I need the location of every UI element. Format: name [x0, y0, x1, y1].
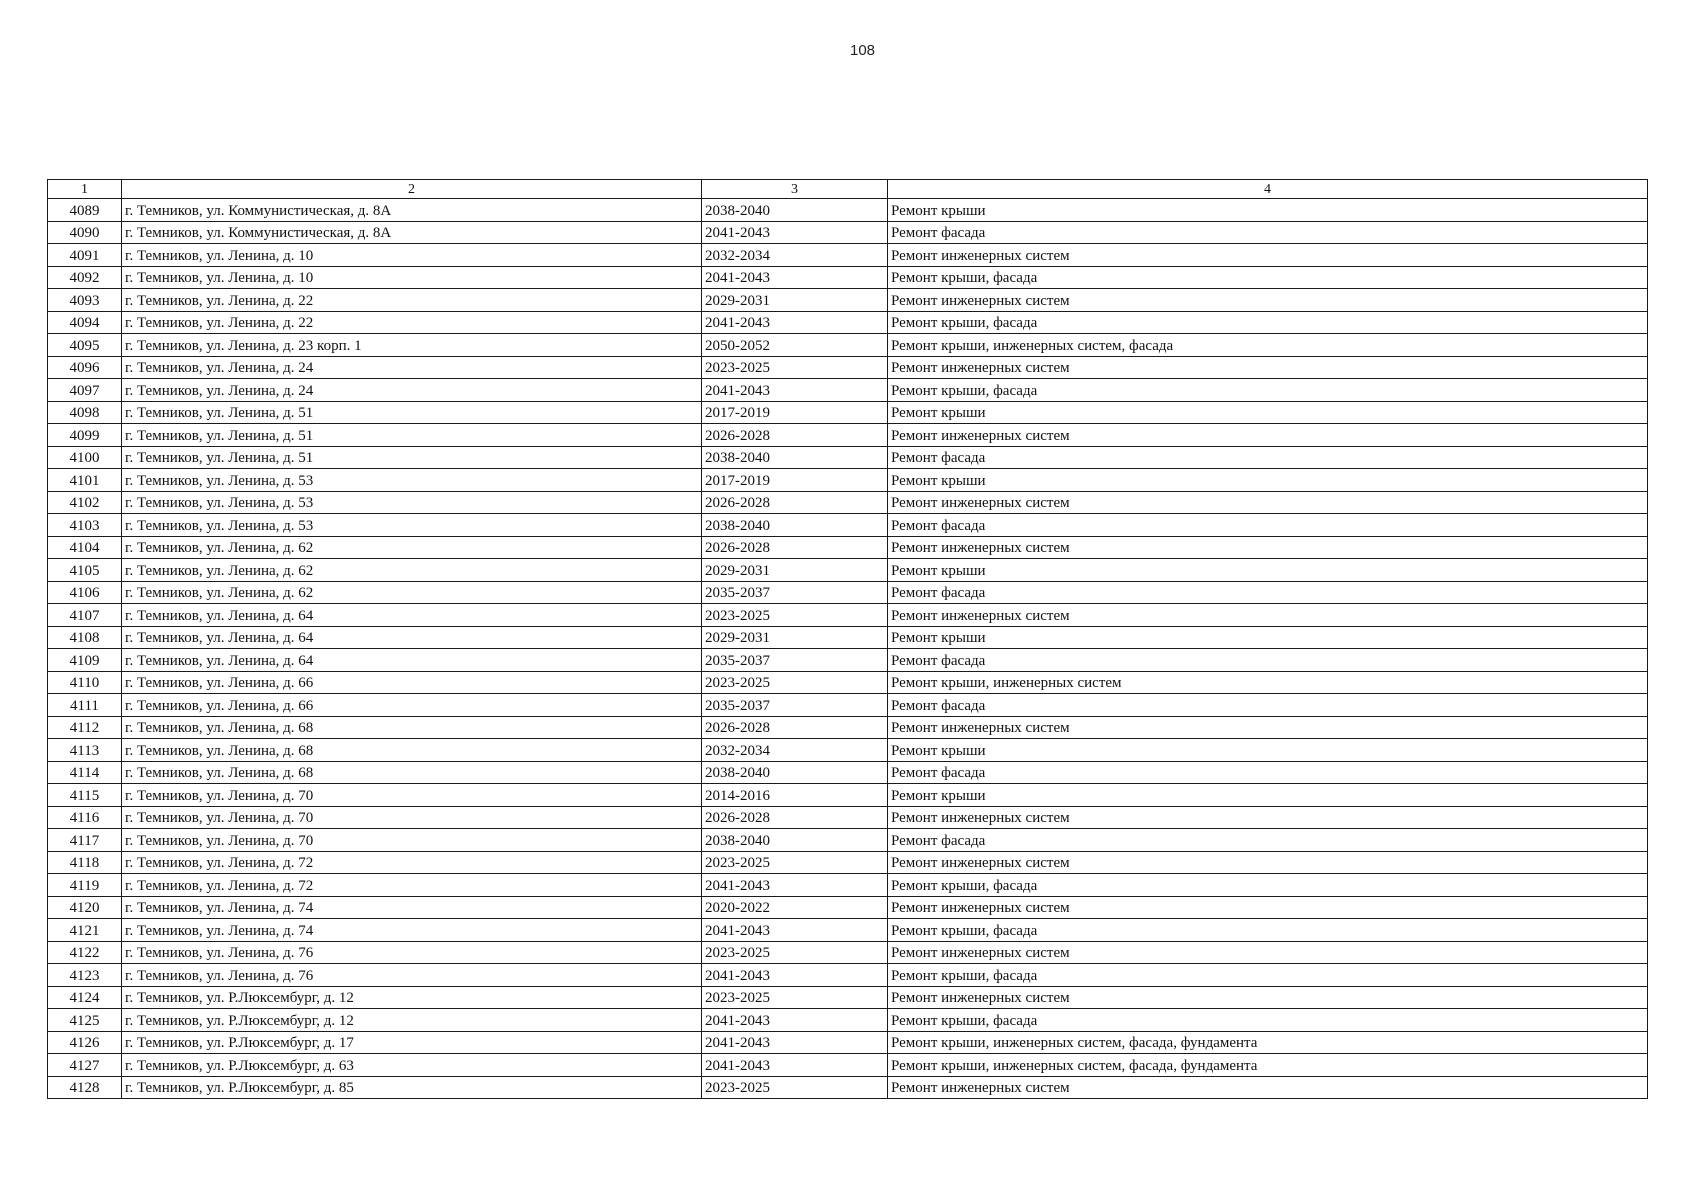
- table-row: [48, 694, 1648, 717]
- period-cell: 2050-2052: [702, 334, 888, 357]
- work-type-cell: Ремонт инженерных систем: [888, 356, 1648, 379]
- table-body: [48, 199, 1648, 1099]
- address-cell: г. Темников, ул. Ленина, д. 22: [122, 311, 702, 334]
- address-cell: г. Темников, ул. Ленина, д. 68: [122, 761, 702, 784]
- row-number-cell: 4093: [48, 289, 122, 312]
- table-row: [48, 514, 1648, 537]
- row-number-cell: 4115: [48, 784, 122, 807]
- address-cell: г. Темников, ул. Ленина, д. 10: [122, 266, 702, 289]
- address-cell: г. Темников, ул. Р.Люксембург, д. 12: [122, 986, 702, 1009]
- table-row: [48, 896, 1648, 919]
- work-type-cell: Ремонт крыши, инженерных систем: [888, 671, 1648, 694]
- table-row: [48, 199, 1648, 222]
- period-cell: 2038-2040: [702, 199, 888, 222]
- row-number-cell: 4105: [48, 559, 122, 582]
- work-type-cell: Ремонт крыши, инженерных систем, фасада, фундамента: [888, 1054, 1648, 1077]
- table-row: [48, 1054, 1648, 1077]
- address-cell: г. Темников, ул. Ленина, д. 62: [122, 536, 702, 559]
- table-row: [48, 1076, 1648, 1099]
- table-row: [48, 919, 1648, 942]
- work-type-cell: Ремонт фасада: [888, 761, 1648, 784]
- address-cell: г. Темников, ул. Ленина, д. 76: [122, 941, 702, 964]
- address-cell: г. Темников, ул. Ленина, д. 24: [122, 356, 702, 379]
- address-cell: г. Темников, ул. Ленина, д. 68: [122, 739, 702, 762]
- period-cell: 2017-2019: [702, 401, 888, 424]
- period-cell: 2023-2025: [702, 356, 888, 379]
- period-cell: 2020-2022: [702, 896, 888, 919]
- address-cell: г. Темников, ул. Ленина, д. 66: [122, 671, 702, 694]
- period-cell: 2026-2028: [702, 491, 888, 514]
- row-number-cell: 4098: [48, 401, 122, 424]
- row-number-cell: 4104: [48, 536, 122, 559]
- row-number-cell: 4108: [48, 626, 122, 649]
- period-cell: 2041-2043: [702, 874, 888, 897]
- row-number-cell: 4128: [48, 1076, 122, 1099]
- table-row: [48, 941, 1648, 964]
- work-type-cell: Ремонт крыши, фасада: [888, 919, 1648, 942]
- table-row: [48, 1031, 1648, 1054]
- row-number-cell: 4092: [48, 266, 122, 289]
- table-row: [48, 221, 1648, 244]
- work-type-cell: Ремонт крыши, фасада: [888, 874, 1648, 897]
- row-number-cell: 4090: [48, 221, 122, 244]
- work-type-cell: Ремонт крыши: [888, 559, 1648, 582]
- address-cell: г. Темников, ул. Ленина, д. 10: [122, 244, 702, 267]
- period-cell: 2029-2031: [702, 626, 888, 649]
- period-cell: 2023-2025: [702, 671, 888, 694]
- table-row: [48, 334, 1648, 357]
- work-type-cell: Ремонт крыши: [888, 784, 1648, 807]
- table-row: [48, 649, 1648, 672]
- address-cell: г. Темников, ул. Ленина, д. 64: [122, 626, 702, 649]
- period-cell: 2029-2031: [702, 559, 888, 582]
- work-type-cell: Ремонт инженерных систем: [888, 424, 1648, 447]
- work-type-cell: Ремонт фасада: [888, 829, 1648, 852]
- address-cell: г. Темников, ул. Ленина, д. 24: [122, 379, 702, 402]
- row-number-cell: 4113: [48, 739, 122, 762]
- period-cell: 2041-2043: [702, 311, 888, 334]
- period-cell: 2041-2043: [702, 379, 888, 402]
- table-row: [48, 491, 1648, 514]
- address-cell: г. Темников, ул. Ленина, д. 62: [122, 581, 702, 604]
- work-type-cell: Ремонт крыши, фасада: [888, 1009, 1648, 1032]
- table-row: [48, 784, 1648, 807]
- row-number-cell: 4119: [48, 874, 122, 897]
- work-type-cell: Ремонт инженерных систем: [888, 716, 1648, 739]
- table-row: [48, 626, 1648, 649]
- period-cell: 2038-2040: [702, 761, 888, 784]
- work-type-cell: Ремонт инженерных систем: [888, 1076, 1648, 1099]
- table-row: [48, 806, 1648, 829]
- period-cell: 2017-2019: [702, 469, 888, 492]
- period-cell: 2041-2043: [702, 919, 888, 942]
- table-row: [48, 986, 1648, 1009]
- address-cell: г. Темников, ул. Р.Люксембург, д. 17: [122, 1031, 702, 1054]
- address-cell: г. Темников, ул. Коммунистическая, д. 8А: [122, 221, 702, 244]
- column-header-2: 2: [122, 180, 702, 199]
- period-cell: 2038-2040: [702, 829, 888, 852]
- work-type-cell: Ремонт крыши, фасада: [888, 266, 1648, 289]
- work-type-cell: Ремонт фасада: [888, 694, 1648, 717]
- address-cell: г. Темников, ул. Ленина, д. 74: [122, 919, 702, 942]
- row-number-cell: 4099: [48, 424, 122, 447]
- address-cell: г. Темников, ул. Ленина, д. 53: [122, 491, 702, 514]
- period-cell: 2032-2034: [702, 244, 888, 267]
- work-type-cell: Ремонт крыши: [888, 199, 1648, 222]
- table-row: [48, 604, 1648, 627]
- table-row: [48, 289, 1648, 312]
- work-type-cell: Ремонт инженерных систем: [888, 244, 1648, 267]
- row-number-cell: 4126: [48, 1031, 122, 1054]
- work-type-cell: Ремонт фасада: [888, 649, 1648, 672]
- work-type-cell: Ремонт инженерных систем: [888, 491, 1648, 514]
- row-number-cell: 4102: [48, 491, 122, 514]
- period-cell: 2014-2016: [702, 784, 888, 807]
- row-number-cell: 4100: [48, 446, 122, 469]
- address-cell: г. Темников, ул. Ленина, д. 68: [122, 716, 702, 739]
- row-number-cell: 4116: [48, 806, 122, 829]
- row-number-cell: 4118: [48, 851, 122, 874]
- row-number-cell: 4124: [48, 986, 122, 1009]
- row-number-cell: 4117: [48, 829, 122, 852]
- address-cell: г. Темников, ул. Ленина, д. 70: [122, 806, 702, 829]
- address-cell: г. Темников, ул. Ленина, д. 62: [122, 559, 702, 582]
- repair-schedule-table: [47, 179, 1648, 1099]
- row-number-cell: 4109: [48, 649, 122, 672]
- period-cell: 2035-2037: [702, 581, 888, 604]
- row-number-cell: 4122: [48, 941, 122, 964]
- table-row: [48, 829, 1648, 852]
- table-row: [48, 851, 1648, 874]
- row-number-cell: 4103: [48, 514, 122, 537]
- table-row: [48, 356, 1648, 379]
- work-type-cell: Ремонт крыши: [888, 739, 1648, 762]
- address-cell: г. Темников, ул. Ленина, д. 72: [122, 874, 702, 897]
- address-cell: г. Темников, ул. Ленина, д. 51: [122, 424, 702, 447]
- address-cell: г. Темников, ул. Ленина, д. 51: [122, 401, 702, 424]
- address-cell: г. Темников, ул. Ленина, д. 70: [122, 784, 702, 807]
- address-cell: г. Темников, ул. Ленина, д. 51: [122, 446, 702, 469]
- address-cell: г. Темников, ул. Ленина, д. 70: [122, 829, 702, 852]
- address-cell: г. Темников, ул. Коммунистическая, д. 8А: [122, 199, 702, 222]
- work-type-cell: Ремонт фасада: [888, 581, 1648, 604]
- address-cell: г. Темников, ул. Р.Люксембург, д. 12: [122, 1009, 702, 1032]
- row-number-cell: 4121: [48, 919, 122, 942]
- address-cell: г. Темников, ул. Р.Люксембург, д. 63: [122, 1054, 702, 1077]
- table-row: [48, 536, 1648, 559]
- row-number-cell: 4101: [48, 469, 122, 492]
- table-row: [48, 469, 1648, 492]
- work-type-cell: Ремонт крыши: [888, 626, 1648, 649]
- column-header-3: 3: [702, 180, 888, 199]
- period-cell: 2023-2025: [702, 941, 888, 964]
- work-type-cell: Ремонт крыши, фасада: [888, 379, 1648, 402]
- table-row: [48, 424, 1648, 447]
- row-number-cell: 4110: [48, 671, 122, 694]
- row-number-cell: 4096: [48, 356, 122, 379]
- table-row: [48, 671, 1648, 694]
- row-number-cell: 4095: [48, 334, 122, 357]
- address-cell: г. Темников, ул. Ленина, д. 23 корп. 1: [122, 334, 702, 357]
- work-type-cell: Ремонт крыши, фасада: [888, 311, 1648, 334]
- period-cell: 2041-2043: [702, 1054, 888, 1077]
- address-cell: г. Темников, ул. Ленина, д. 66: [122, 694, 702, 717]
- row-number-cell: 4114: [48, 761, 122, 784]
- table-row: [48, 716, 1648, 739]
- period-cell: 2038-2040: [702, 446, 888, 469]
- period-cell: 2041-2043: [702, 266, 888, 289]
- table-row: [48, 266, 1648, 289]
- period-cell: 2026-2028: [702, 424, 888, 447]
- address-cell: г. Темников, ул. Ленина, д. 72: [122, 851, 702, 874]
- work-type-cell: Ремонт инженерных систем: [888, 536, 1648, 559]
- row-number-cell: 4112: [48, 716, 122, 739]
- table-row: [48, 311, 1648, 334]
- work-type-cell: Ремонт инженерных систем: [888, 289, 1648, 312]
- address-cell: г. Темников, ул. Р.Люксембург, д. 85: [122, 1076, 702, 1099]
- period-cell: 2026-2028: [702, 536, 888, 559]
- work-type-cell: Ремонт фасада: [888, 221, 1648, 244]
- period-cell: 2035-2037: [702, 649, 888, 672]
- row-number-cell: 4127: [48, 1054, 122, 1077]
- period-cell: 2023-2025: [702, 851, 888, 874]
- row-number-cell: 4123: [48, 964, 122, 987]
- row-number-cell: 4120: [48, 896, 122, 919]
- work-type-cell: Ремонт крыши, фасада: [888, 964, 1648, 987]
- address-cell: г. Темников, ул. Ленина, д. 53: [122, 514, 702, 537]
- address-cell: г. Темников, ул. Ленина, д. 74: [122, 896, 702, 919]
- address-cell: г. Темников, ул. Ленина, д. 22: [122, 289, 702, 312]
- work-type-cell: Ремонт инженерных систем: [888, 896, 1648, 919]
- address-cell: г. Темников, ул. Ленина, д. 64: [122, 604, 702, 627]
- address-cell: г. Темников, ул. Ленина, д. 64: [122, 649, 702, 672]
- row-number-cell: 4091: [48, 244, 122, 267]
- column-header-1: 1: [48, 180, 122, 199]
- work-type-cell: Ремонт инженерных систем: [888, 806, 1648, 829]
- work-type-cell: Ремонт инженерных систем: [888, 986, 1648, 1009]
- row-number-cell: 4106: [48, 581, 122, 604]
- table-row: [48, 581, 1648, 604]
- address-cell: г. Темников, ул. Ленина, д. 76: [122, 964, 702, 987]
- work-type-cell: Ремонт инженерных систем: [888, 941, 1648, 964]
- period-cell: 2041-2043: [702, 1009, 888, 1032]
- row-number-cell: 4125: [48, 1009, 122, 1032]
- header-row: [48, 180, 1648, 199]
- page-number: 108: [849, 42, 876, 59]
- table-header: [48, 180, 1648, 199]
- row-number-cell: 4097: [48, 379, 122, 402]
- period-cell: 2023-2025: [702, 1076, 888, 1099]
- period-cell: 2023-2025: [702, 986, 888, 1009]
- row-number-cell: 4111: [48, 694, 122, 717]
- table-row: [48, 244, 1648, 267]
- table-row: [48, 874, 1648, 897]
- table-row: [48, 964, 1648, 987]
- period-cell: 2035-2037: [702, 694, 888, 717]
- period-cell: 2041-2043: [702, 221, 888, 244]
- row-number-cell: 4089: [48, 199, 122, 222]
- row-number-cell: 4107: [48, 604, 122, 627]
- work-type-cell: Ремонт инженерных систем: [888, 604, 1648, 627]
- period-cell: 2038-2040: [702, 514, 888, 537]
- period-cell: 2023-2025: [702, 604, 888, 627]
- period-cell: 2041-2043: [702, 964, 888, 987]
- work-type-cell: Ремонт инженерных систем: [888, 851, 1648, 874]
- column-header-4: 4: [888, 180, 1648, 199]
- period-cell: 2041-2043: [702, 1031, 888, 1054]
- work-type-cell: Ремонт крыши, инженерных систем, фасада, фундамента: [888, 1031, 1648, 1054]
- work-type-cell: Ремонт фасада: [888, 446, 1648, 469]
- work-type-cell: Ремонт фасада: [888, 514, 1648, 537]
- row-number-cell: 4094: [48, 311, 122, 334]
- period-cell: 2032-2034: [702, 739, 888, 762]
- address-cell: г. Темников, ул. Ленина, д. 53: [122, 469, 702, 492]
- work-type-cell: Ремонт крыши: [888, 469, 1648, 492]
- work-type-cell: Ремонт крыши: [888, 401, 1648, 424]
- work-type-cell: Ремонт крыши, инженерных систем, фасада: [888, 334, 1648, 357]
- table-row: [48, 446, 1648, 469]
- table-row: [48, 379, 1648, 402]
- table-row: [48, 559, 1648, 582]
- table-row: [48, 739, 1648, 762]
- period-cell: 2029-2031: [702, 289, 888, 312]
- table-row: [48, 401, 1648, 424]
- period-cell: 2026-2028: [702, 716, 888, 739]
- period-cell: 2026-2028: [702, 806, 888, 829]
- table-row: [48, 1009, 1648, 1032]
- table-row: [48, 761, 1648, 784]
